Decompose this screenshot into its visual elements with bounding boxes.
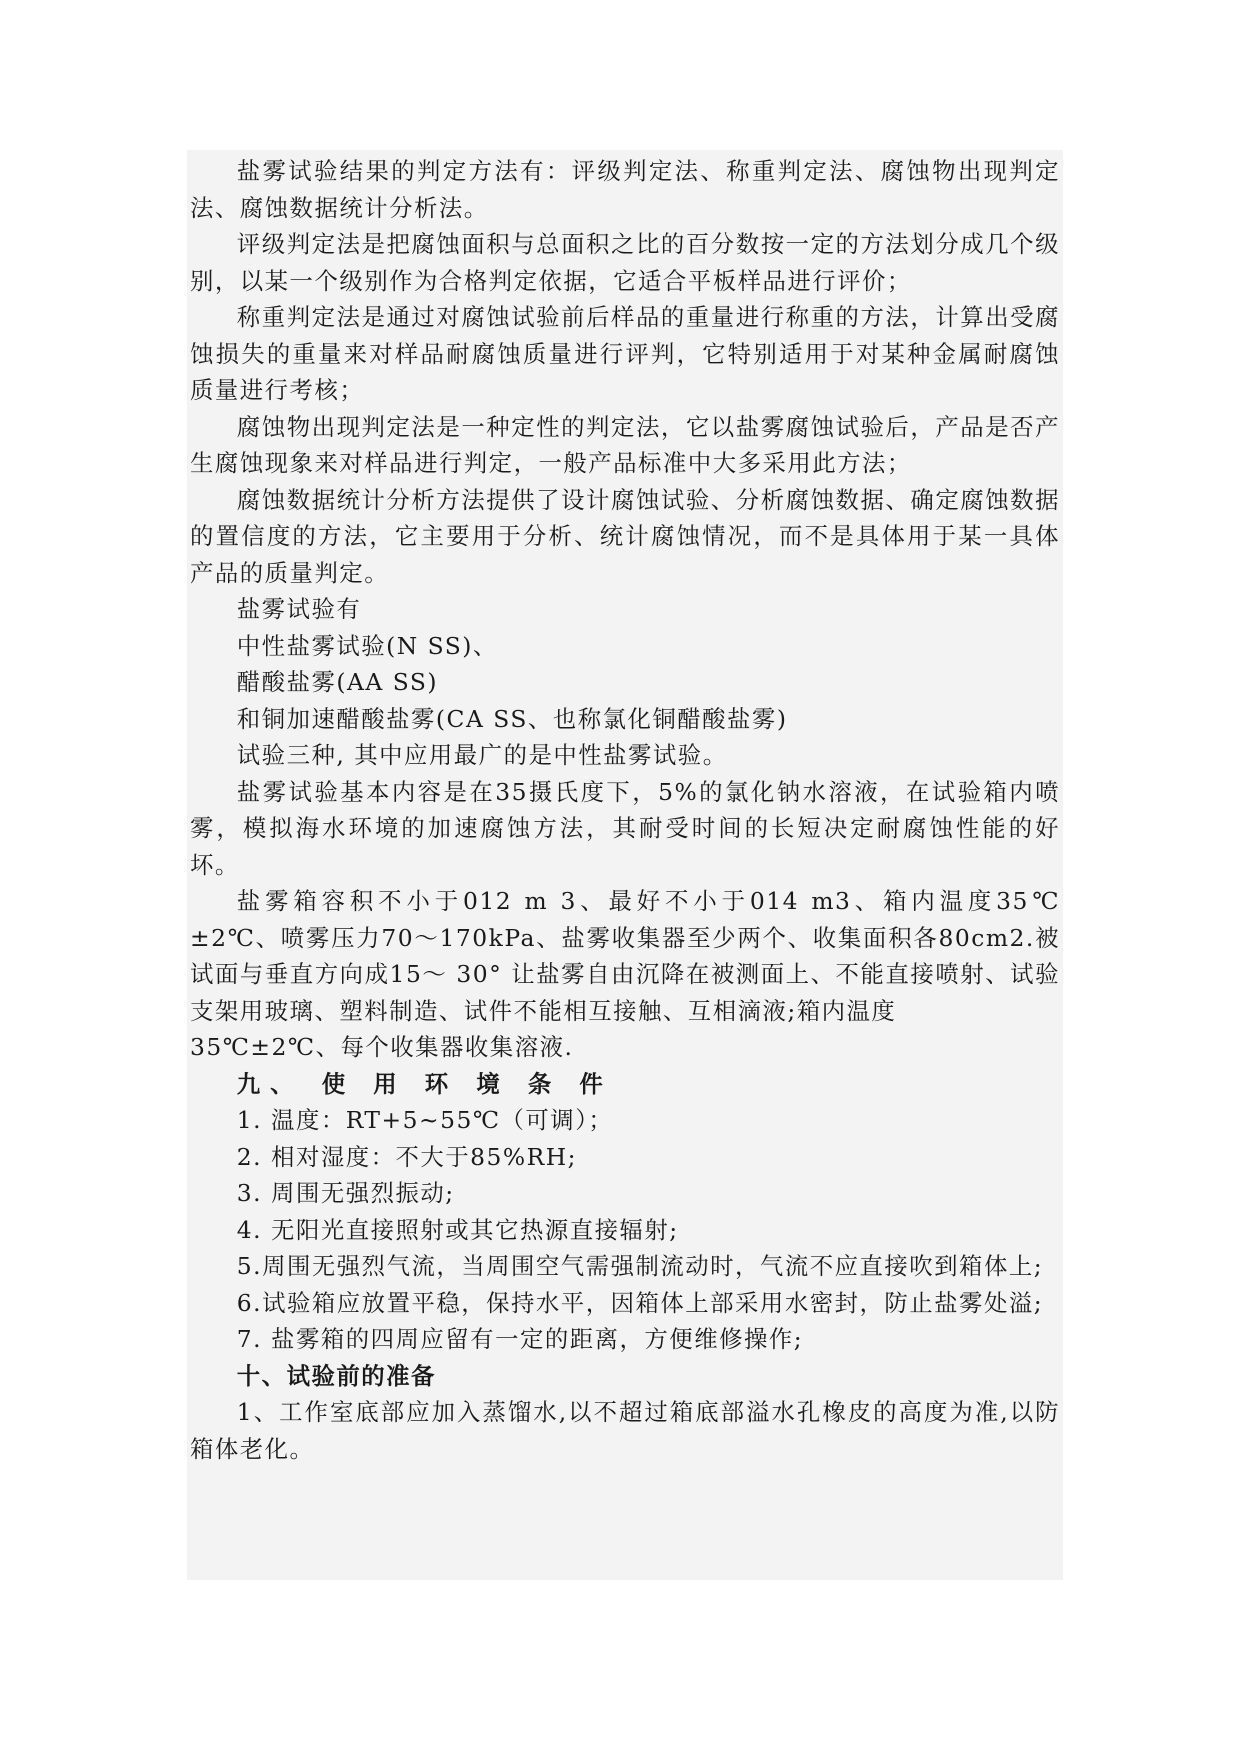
paragraph-aass: 醋酸盐雾(AA SS) <box>236 668 438 696</box>
section-9-item-5: 5.周围无强烈气流，当周围空气需强制流动时，气流不应直接吹到箱体上; <box>236 1252 1044 1280</box>
paragraph-rating-method: 评级判定法是把腐蚀面积与总面积之比的百分数按一定的方法划分成几个级别，以某一个级别作为合格判定依据，它适合平板样品进行评价； <box>190 230 1060 295</box>
paragraph-three-types: 试验三种, 其中应用最广的是中性盐雾试验。 <box>236 741 728 769</box>
paragraph-cass: 和铜加速醋酸盐雾(CA SS、也称氯化铜醋酸盐雾) <box>236 704 788 733</box>
paragraph-salt-spray-types-intro: 盐雾试验有 <box>236 595 362 623</box>
paragraph-statistical-method: 腐蚀数据统计分析方法提供了设计腐蚀试验、分析腐蚀数据、确定腐蚀数据的置信度的方法，它主要用于分析、统计腐蚀情况，而不是具体用于某一具体产品的质量判定。 <box>190 485 1060 587</box>
section-9-item-7: 7. 盐雾箱的四周应留有一定的距离，方便维修操作; <box>236 1325 804 1353</box>
paragraph-chamber-requirements: 盐雾箱容积不小于012 m 3、最好不小于014 m3、箱内温度35℃±2℃、喷雾压力70～170kPa、盐雾收集器至少两个、收集面积各80cm2.被试面与垂直方向成15～ 30° 让盐雾自由沉降在被测面上、不能直接喷射、试验支架用玻璃、塑料制造、试件不能相互接触、互相滴液;箱内温度 <box>190 887 1060 1025</box>
section-9-item-4: 4. 无阳光直接照射或其它热源直接辐射; <box>236 1215 679 1244</box>
section-9-item-3: 3. 周围无强烈振动; <box>236 1179 455 1207</box>
document-body <box>190 153 1060 1467</box>
section-10-item-1: 1、工作室底部应加入蒸馏水,以不超过箱底部溢水孔橡皮的高度为准,以防箱体老化。 <box>190 1398 1060 1463</box>
section-9-item-1: 1. 温度：RT+5~55℃（可调）； <box>236 1106 614 1134</box>
paragraph-nss: 中性盐雾试验(N SS)、 <box>236 631 498 660</box>
section-9-item-6: 6.试验箱应放置平稳，保持水平，因箱体上部采用水密封，防止盐雾处溢; <box>236 1288 1044 1317</box>
paragraph-basic-content: 盐雾试验基本内容是在35摄氏度下，5%的氯化钠水溶液，在试验箱内喷雾，模拟海水环境的加速腐蚀方法，其耐受时间的长短决定耐腐蚀性能的好坏。 <box>190 777 1060 879</box>
section-9-item-2: 2. 相对湿度：不大于85%RH; <box>236 1142 578 1171</box>
paragraph-corrosion-appearance-method: 腐蚀物出现判定法是一种定性的判定法，它以盐雾腐蚀试验后，产品是否产生腐蚀现象来对样品进行判定，一般产品标准中大多采用此方法； <box>190 412 1060 477</box>
paragraph-judgement-methods: 盐雾试验结果的判定方法有：评级判定法、称重判定法、腐蚀物出现判定法、腐蚀数据统计分析法。 <box>190 157 1060 222</box>
section-10-heading: 十、试验前的准备 <box>236 1361 436 1390</box>
paragraph-weighing-method: 称重判定法是通过对腐蚀试验前后样品的重量进行称重的方法，计算出受腐蚀损失的重量来对样品耐腐蚀质量进行评判，它特别适用于对某种金属耐腐蚀质量进行考核； <box>190 303 1060 404</box>
section-9-heading: 九、 使 用 环 境 条 件 <box>236 1069 613 1098</box>
paragraph-chamber-temperature: 35℃±2℃、每个收集器收集溶液. <box>190 1033 574 1061</box>
